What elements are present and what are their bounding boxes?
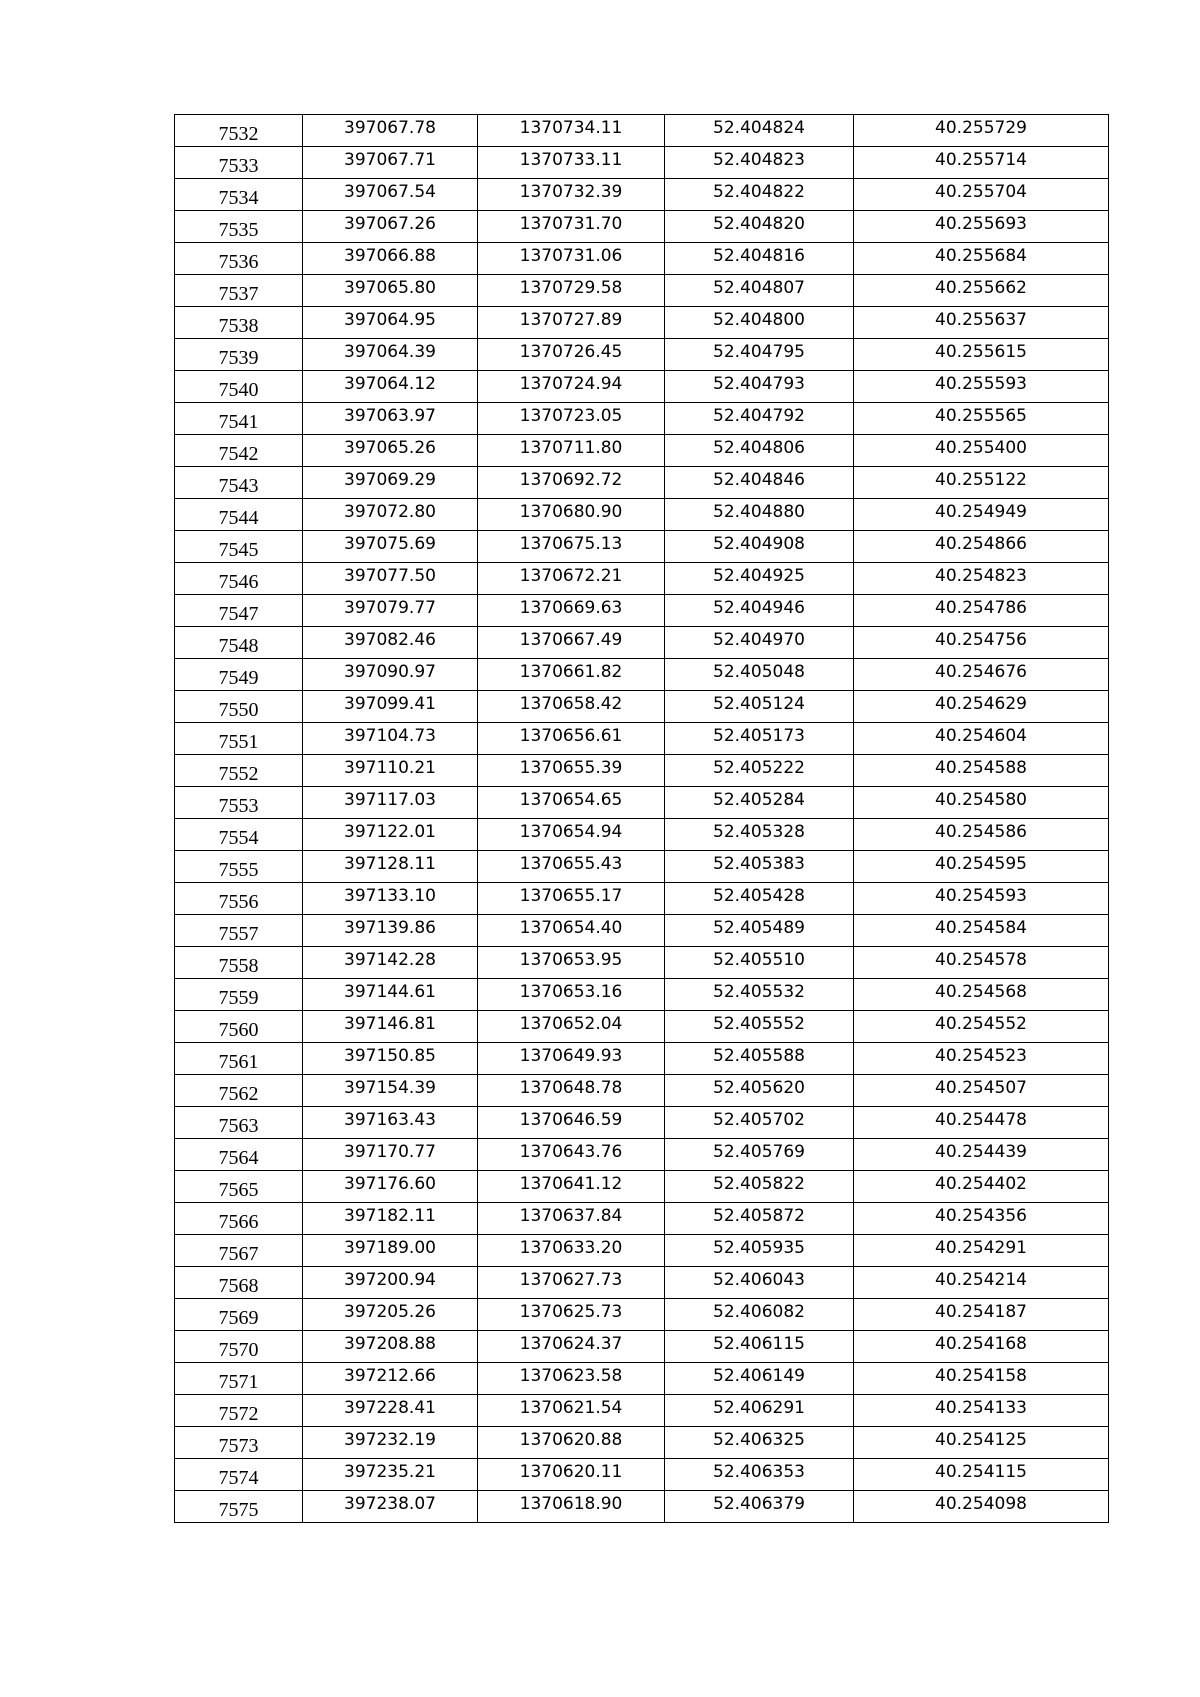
x-coordinate-cell: 397067.54 — [303, 179, 478, 211]
y-coordinate-cell: 1370669.63 — [478, 595, 665, 627]
point-number-cell: 7564 — [175, 1139, 303, 1171]
longitude-cell: 40.254439 — [854, 1139, 1109, 1171]
point-number-cell: 7573 — [175, 1427, 303, 1459]
y-coordinate-cell: 1370723.05 — [478, 403, 665, 435]
point-number-cell: 7555 — [175, 851, 303, 883]
point-number-cell: 7551 — [175, 723, 303, 755]
point-number-cell: 7552 — [175, 755, 303, 787]
y-coordinate-cell: 1370729.58 — [478, 275, 665, 307]
latitude-cell: 52.404800 — [665, 307, 854, 339]
y-coordinate-cell: 1370711.80 — [478, 435, 665, 467]
x-coordinate-cell: 397128.11 — [303, 851, 478, 883]
point-number-cell: 7545 — [175, 531, 303, 563]
y-coordinate-cell: 1370655.17 — [478, 883, 665, 915]
y-coordinate-cell: 1370649.93 — [478, 1043, 665, 1075]
longitude-cell: 40.255615 — [854, 339, 1109, 371]
point-number-cell: 7542 — [175, 435, 303, 467]
x-coordinate-cell: 397150.85 — [303, 1043, 478, 1075]
latitude-cell: 52.406149 — [665, 1363, 854, 1395]
latitude-cell: 52.404820 — [665, 211, 854, 243]
y-coordinate-cell: 1370692.72 — [478, 467, 665, 499]
point-number-cell: 7544 — [175, 499, 303, 531]
y-coordinate-cell: 1370656.61 — [478, 723, 665, 755]
table-row — [175, 755, 1109, 787]
table-row — [175, 179, 1109, 211]
y-coordinate-cell: 1370627.73 — [478, 1267, 665, 1299]
x-coordinate-cell: 397072.80 — [303, 499, 478, 531]
table-row — [175, 883, 1109, 915]
longitude-cell: 40.254578 — [854, 947, 1109, 979]
longitude-cell: 40.255662 — [854, 275, 1109, 307]
point-number-cell: 7556 — [175, 883, 303, 915]
y-coordinate-cell: 1370623.58 — [478, 1363, 665, 1395]
latitude-cell: 52.406353 — [665, 1459, 854, 1491]
x-coordinate-cell: 397075.69 — [303, 531, 478, 563]
x-coordinate-cell: 397200.94 — [303, 1267, 478, 1299]
table-row — [175, 1203, 1109, 1235]
latitude-cell: 52.405702 — [665, 1107, 854, 1139]
x-coordinate-cell: 397110.21 — [303, 755, 478, 787]
table-row — [175, 1139, 1109, 1171]
table-row — [175, 1075, 1109, 1107]
longitude-cell: 40.254168 — [854, 1331, 1109, 1363]
y-coordinate-cell: 1370731.06 — [478, 243, 665, 275]
y-coordinate-cell: 1370643.76 — [478, 1139, 665, 1171]
y-coordinate-cell: 1370625.73 — [478, 1299, 665, 1331]
point-number-cell: 7536 — [175, 243, 303, 275]
latitude-cell: 52.405048 — [665, 659, 854, 691]
longitude-cell: 40.254604 — [854, 723, 1109, 755]
y-coordinate-cell: 1370654.65 — [478, 787, 665, 819]
x-coordinate-cell: 397146.81 — [303, 1011, 478, 1043]
point-number-cell: 7549 — [175, 659, 303, 691]
x-coordinate-cell: 397065.26 — [303, 435, 478, 467]
table-row — [175, 211, 1109, 243]
y-coordinate-cell: 1370652.04 — [478, 1011, 665, 1043]
point-number-cell: 7554 — [175, 819, 303, 851]
y-coordinate-cell: 1370727.89 — [478, 307, 665, 339]
table-row — [175, 723, 1109, 755]
point-number-cell: 7566 — [175, 1203, 303, 1235]
table-row — [175, 1427, 1109, 1459]
x-coordinate-cell: 397104.73 — [303, 723, 478, 755]
point-number-cell: 7570 — [175, 1331, 303, 1363]
point-number-cell: 7565 — [175, 1171, 303, 1203]
longitude-cell: 40.254588 — [854, 755, 1109, 787]
point-number-cell: 7572 — [175, 1395, 303, 1427]
longitude-cell: 40.254214 — [854, 1267, 1109, 1299]
longitude-cell: 40.254291 — [854, 1235, 1109, 1267]
x-coordinate-cell: 397238.07 — [303, 1491, 478, 1523]
table-row — [175, 499, 1109, 531]
latitude-cell: 52.405552 — [665, 1011, 854, 1043]
latitude-cell: 52.404795 — [665, 339, 854, 371]
y-coordinate-cell: 1370667.49 — [478, 627, 665, 659]
x-coordinate-cell: 397090.97 — [303, 659, 478, 691]
point-number-cell: 7539 — [175, 339, 303, 371]
x-coordinate-cell: 397205.26 — [303, 1299, 478, 1331]
longitude-cell: 40.254133 — [854, 1395, 1109, 1427]
y-coordinate-cell: 1370726.45 — [478, 339, 665, 371]
x-coordinate-cell: 397064.39 — [303, 339, 478, 371]
x-coordinate-cell: 397082.46 — [303, 627, 478, 659]
table-row — [175, 595, 1109, 627]
table-row — [175, 819, 1109, 851]
table-row — [175, 339, 1109, 371]
longitude-cell: 40.254125 — [854, 1427, 1109, 1459]
y-coordinate-cell: 1370624.37 — [478, 1331, 665, 1363]
y-coordinate-cell: 1370646.59 — [478, 1107, 665, 1139]
table-row — [175, 307, 1109, 339]
point-number-cell: 7538 — [175, 307, 303, 339]
latitude-cell: 52.405822 — [665, 1171, 854, 1203]
table-row — [175, 1011, 1109, 1043]
table-row — [175, 531, 1109, 563]
table-row — [175, 1171, 1109, 1203]
table-row — [175, 851, 1109, 883]
y-coordinate-cell: 1370637.84 — [478, 1203, 665, 1235]
point-number-cell: 7557 — [175, 915, 303, 947]
latitude-cell: 52.404880 — [665, 499, 854, 531]
coordinate-table-body — [175, 115, 1109, 1523]
longitude-cell: 40.254586 — [854, 819, 1109, 851]
y-coordinate-cell: 1370618.90 — [478, 1491, 665, 1523]
longitude-cell: 40.254568 — [854, 979, 1109, 1011]
point-number-cell: 7550 — [175, 691, 303, 723]
x-coordinate-cell: 397228.41 — [303, 1395, 478, 1427]
point-number-cell: 7535 — [175, 211, 303, 243]
x-coordinate-cell: 397064.95 — [303, 307, 478, 339]
point-number-cell: 7567 — [175, 1235, 303, 1267]
y-coordinate-cell: 1370653.16 — [478, 979, 665, 1011]
table-row — [175, 1299, 1109, 1331]
longitude-cell: 40.254098 — [854, 1491, 1109, 1523]
table-row — [175, 691, 1109, 723]
x-coordinate-cell: 397133.10 — [303, 883, 478, 915]
longitude-cell: 40.255704 — [854, 179, 1109, 211]
point-number-cell: 7548 — [175, 627, 303, 659]
latitude-cell: 52.405124 — [665, 691, 854, 723]
latitude-cell: 52.404822 — [665, 179, 854, 211]
point-number-cell: 7553 — [175, 787, 303, 819]
y-coordinate-cell: 1370654.40 — [478, 915, 665, 947]
x-coordinate-cell: 397154.39 — [303, 1075, 478, 1107]
table-row — [175, 1235, 1109, 1267]
table-row — [175, 435, 1109, 467]
longitude-cell: 40.254595 — [854, 851, 1109, 883]
table-row — [175, 627, 1109, 659]
y-coordinate-cell: 1370655.39 — [478, 755, 665, 787]
table-row — [175, 659, 1109, 691]
latitude-cell: 52.405935 — [665, 1235, 854, 1267]
y-coordinate-cell: 1370724.94 — [478, 371, 665, 403]
longitude-cell: 40.254676 — [854, 659, 1109, 691]
longitude-cell: 40.254402 — [854, 1171, 1109, 1203]
longitude-cell: 40.255714 — [854, 147, 1109, 179]
latitude-cell: 52.404793 — [665, 371, 854, 403]
latitude-cell: 52.405428 — [665, 883, 854, 915]
y-coordinate-cell: 1370633.20 — [478, 1235, 665, 1267]
table-row — [175, 1331, 1109, 1363]
longitude-cell: 40.254584 — [854, 915, 1109, 947]
y-coordinate-cell: 1370733.11 — [478, 147, 665, 179]
table-row — [175, 403, 1109, 435]
x-coordinate-cell: 397067.71 — [303, 147, 478, 179]
latitude-cell: 52.405222 — [665, 755, 854, 787]
longitude-cell: 40.255122 — [854, 467, 1109, 499]
latitude-cell: 52.404846 — [665, 467, 854, 499]
x-coordinate-cell: 397079.77 — [303, 595, 478, 627]
table-row — [175, 467, 1109, 499]
x-coordinate-cell: 397099.41 — [303, 691, 478, 723]
x-coordinate-cell: 397077.50 — [303, 563, 478, 595]
latitude-cell: 52.404908 — [665, 531, 854, 563]
longitude-cell: 40.255593 — [854, 371, 1109, 403]
y-coordinate-cell: 1370621.54 — [478, 1395, 665, 1427]
latitude-cell: 52.406325 — [665, 1427, 854, 1459]
x-coordinate-cell: 397067.26 — [303, 211, 478, 243]
latitude-cell: 52.405173 — [665, 723, 854, 755]
x-coordinate-cell: 397212.66 — [303, 1363, 478, 1395]
x-coordinate-cell: 397182.11 — [303, 1203, 478, 1235]
longitude-cell: 40.254478 — [854, 1107, 1109, 1139]
y-coordinate-cell: 1370732.39 — [478, 179, 665, 211]
y-coordinate-cell: 1370641.12 — [478, 1171, 665, 1203]
y-coordinate-cell: 1370734.11 — [478, 115, 665, 147]
table-row — [175, 371, 1109, 403]
y-coordinate-cell: 1370620.11 — [478, 1459, 665, 1491]
point-number-cell: 7532 — [175, 115, 303, 147]
x-coordinate-cell: 397117.03 — [303, 787, 478, 819]
latitude-cell: 52.405872 — [665, 1203, 854, 1235]
latitude-cell: 52.405510 — [665, 947, 854, 979]
point-number-cell: 7561 — [175, 1043, 303, 1075]
point-number-cell: 7558 — [175, 947, 303, 979]
latitude-cell: 52.404806 — [665, 435, 854, 467]
table-row — [175, 1459, 1109, 1491]
latitude-cell: 52.406379 — [665, 1491, 854, 1523]
latitude-cell: 52.406082 — [665, 1299, 854, 1331]
longitude-cell: 40.255693 — [854, 211, 1109, 243]
table-row — [175, 1267, 1109, 1299]
table-row — [175, 1107, 1109, 1139]
y-coordinate-cell: 1370672.21 — [478, 563, 665, 595]
coordinate-table — [174, 114, 1109, 1523]
x-coordinate-cell: 397067.78 — [303, 115, 478, 147]
latitude-cell: 52.404807 — [665, 275, 854, 307]
point-number-cell: 7571 — [175, 1363, 303, 1395]
x-coordinate-cell: 397189.00 — [303, 1235, 478, 1267]
latitude-cell: 52.404824 — [665, 115, 854, 147]
x-coordinate-cell: 397063.97 — [303, 403, 478, 435]
y-coordinate-cell: 1370675.13 — [478, 531, 665, 563]
latitude-cell: 52.404823 — [665, 147, 854, 179]
y-coordinate-cell: 1370680.90 — [478, 499, 665, 531]
longitude-cell: 40.254187 — [854, 1299, 1109, 1331]
longitude-cell: 40.254356 — [854, 1203, 1109, 1235]
latitude-cell: 52.406043 — [665, 1267, 854, 1299]
point-number-cell: 7533 — [175, 147, 303, 179]
table-row — [175, 563, 1109, 595]
x-coordinate-cell: 397176.60 — [303, 1171, 478, 1203]
point-number-cell: 7560 — [175, 1011, 303, 1043]
point-number-cell: 7569 — [175, 1299, 303, 1331]
longitude-cell: 40.254866 — [854, 531, 1109, 563]
table-row — [175, 947, 1109, 979]
longitude-cell: 40.254593 — [854, 883, 1109, 915]
point-number-cell: 7575 — [175, 1491, 303, 1523]
y-coordinate-cell: 1370648.78 — [478, 1075, 665, 1107]
longitude-cell: 40.254158 — [854, 1363, 1109, 1395]
point-number-cell: 7559 — [175, 979, 303, 1011]
x-coordinate-cell: 397170.77 — [303, 1139, 478, 1171]
y-coordinate-cell: 1370731.70 — [478, 211, 665, 243]
x-coordinate-cell: 397142.28 — [303, 947, 478, 979]
y-coordinate-cell: 1370661.82 — [478, 659, 665, 691]
y-coordinate-cell: 1370620.88 — [478, 1427, 665, 1459]
longitude-cell: 40.255565 — [854, 403, 1109, 435]
longitude-cell: 40.254115 — [854, 1459, 1109, 1491]
latitude-cell: 52.404792 — [665, 403, 854, 435]
point-number-cell: 7562 — [175, 1075, 303, 1107]
longitude-cell: 40.254507 — [854, 1075, 1109, 1107]
table-row — [175, 787, 1109, 819]
table-row — [175, 275, 1109, 307]
point-number-cell: 7537 — [175, 275, 303, 307]
table-row — [175, 1363, 1109, 1395]
latitude-cell: 52.406291 — [665, 1395, 854, 1427]
longitude-cell: 40.254786 — [854, 595, 1109, 627]
table-row — [175, 1043, 1109, 1075]
latitude-cell: 52.405532 — [665, 979, 854, 1011]
y-coordinate-cell: 1370658.42 — [478, 691, 665, 723]
point-number-cell: 7574 — [175, 1459, 303, 1491]
latitude-cell: 52.404925 — [665, 563, 854, 595]
x-coordinate-cell: 397139.86 — [303, 915, 478, 947]
point-number-cell: 7543 — [175, 467, 303, 499]
table-row — [175, 1395, 1109, 1427]
latitude-cell: 52.404816 — [665, 243, 854, 275]
x-coordinate-cell: 397232.19 — [303, 1427, 478, 1459]
longitude-cell: 40.255684 — [854, 243, 1109, 275]
table-row — [175, 979, 1109, 1011]
longitude-cell: 40.254823 — [854, 563, 1109, 595]
table-row — [175, 243, 1109, 275]
latitude-cell: 52.405620 — [665, 1075, 854, 1107]
table-row — [175, 915, 1109, 947]
point-number-cell: 7547 — [175, 595, 303, 627]
x-coordinate-cell: 397122.01 — [303, 819, 478, 851]
latitude-cell: 52.405284 — [665, 787, 854, 819]
longitude-cell: 40.254756 — [854, 627, 1109, 659]
x-coordinate-cell: 397066.88 — [303, 243, 478, 275]
x-coordinate-cell: 397235.21 — [303, 1459, 478, 1491]
longitude-cell: 40.254552 — [854, 1011, 1109, 1043]
point-number-cell: 7546 — [175, 563, 303, 595]
x-coordinate-cell: 397144.61 — [303, 979, 478, 1011]
y-coordinate-cell: 1370654.94 — [478, 819, 665, 851]
longitude-cell: 40.254523 — [854, 1043, 1109, 1075]
latitude-cell: 52.406115 — [665, 1331, 854, 1363]
y-coordinate-cell: 1370653.95 — [478, 947, 665, 979]
table-row — [175, 115, 1109, 147]
latitude-cell: 52.405489 — [665, 915, 854, 947]
x-coordinate-cell: 397064.12 — [303, 371, 478, 403]
table-row — [175, 147, 1109, 179]
x-coordinate-cell: 397065.80 — [303, 275, 478, 307]
longitude-cell: 40.254580 — [854, 787, 1109, 819]
latitude-cell: 52.405588 — [665, 1043, 854, 1075]
point-number-cell: 7568 — [175, 1267, 303, 1299]
longitude-cell: 40.254949 — [854, 499, 1109, 531]
y-coordinate-cell: 1370655.43 — [478, 851, 665, 883]
latitude-cell: 52.404946 — [665, 595, 854, 627]
latitude-cell: 52.405328 — [665, 819, 854, 851]
longitude-cell: 40.255637 — [854, 307, 1109, 339]
x-coordinate-cell: 397163.43 — [303, 1107, 478, 1139]
latitude-cell: 52.405769 — [665, 1139, 854, 1171]
point-number-cell: 7541 — [175, 403, 303, 435]
point-number-cell: 7534 — [175, 179, 303, 211]
table-row — [175, 1491, 1109, 1523]
point-number-cell: 7540 — [175, 371, 303, 403]
latitude-cell: 52.404970 — [665, 627, 854, 659]
latitude-cell: 52.405383 — [665, 851, 854, 883]
x-coordinate-cell: 397069.29 — [303, 467, 478, 499]
longitude-cell: 40.255729 — [854, 115, 1109, 147]
x-coordinate-cell: 397208.88 — [303, 1331, 478, 1363]
longitude-cell: 40.255400 — [854, 435, 1109, 467]
longitude-cell: 40.254629 — [854, 691, 1109, 723]
point-number-cell: 7563 — [175, 1107, 303, 1139]
